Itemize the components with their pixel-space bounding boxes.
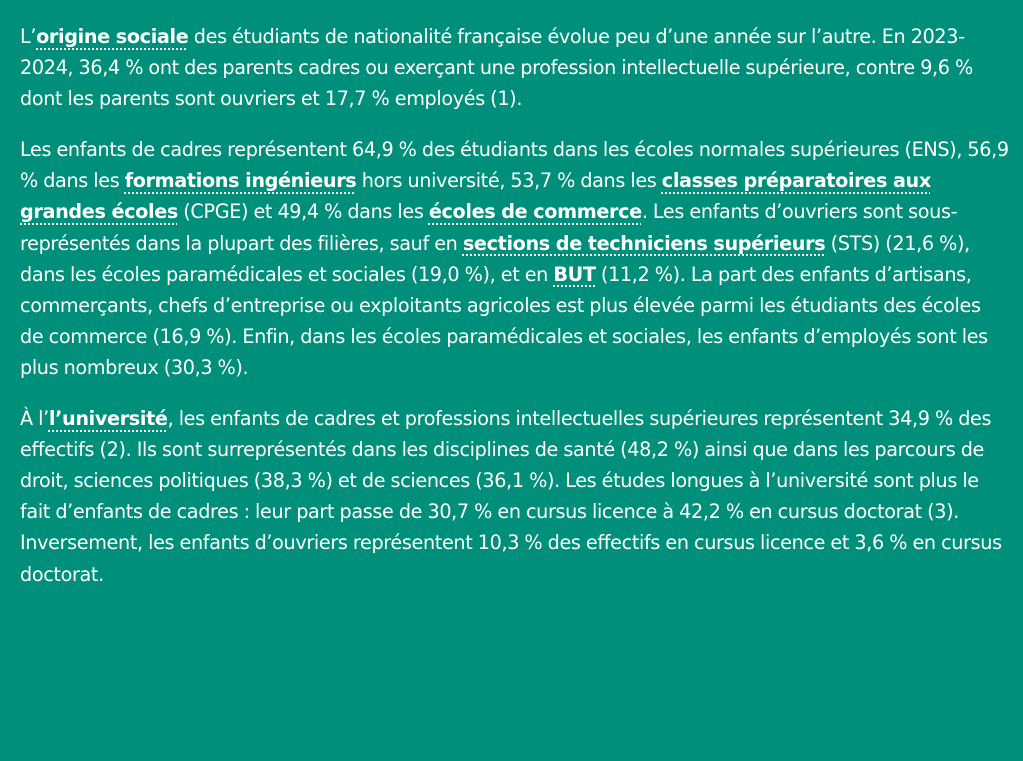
text-segment: (11,2 %). La part des enfants d’artisans, commerçants, chefs d’entreprise ou exploitants agricoles est plus élevée parmi les étudiants des écoles de commerce (16,9 %). Enfin, dans les écoles paramédicales et sociales, les enfants d’employés sont les plus nombreux (30,3 %). (20, 262, 988, 379)
glossary-link-cpge[interactable]: classes préparatoires aux grandes écoles (20, 169, 931, 224)
paragraph-enfants-cadres (20, 134, 1009, 383)
glossary-link-universite[interactable]: l’université (48, 407, 168, 431)
text-segment: Les enfants de cadres représentent 64,9 % des étudiants dans les écoles normales supérieures (ENS), 56,9 % dans les (20, 138, 1009, 193)
text-segment: L’ (20, 25, 37, 48)
paragraph-universite (20, 403, 1009, 590)
glossary-link-origine-sociale[interactable]: origine sociale (36, 25, 189, 48)
text-segment: (STS) (21,6 %), dans les écoles paramédicales et sociales (19,0 %), et en (20, 231, 970, 286)
text-segment: des étudiants de nationalité française évolue peu d’une année sur l’autre. En 2023-2024, 36,4 % ont des parents cadres ou exerçant une profession intellectuelle supérieure, contre 9,6 % dont les parents sont ouvriers et 17,7 % employés (1). (20, 25, 973, 111)
text-segment: (CPGE) et 49,4 % dans les (177, 200, 429, 224)
text-segment: À l’ (20, 407, 49, 431)
glossary-link-formations-ingenieurs[interactable]: formations ingénieurs (124, 169, 357, 193)
glossary-link-sts[interactable]: sections de techniciens supérieurs (462, 231, 826, 255)
text-segment: , les enfants de cadres et professions intellectuelles supérieures représentent 34,9 % des effectifs (2). Ils sont surreprésentés dans les disciplines de santé (48,2 %) ainsi que dans les parcours de droit, sciences politiques (38,3 %) et de sciences (36,1 %). Les études longues à l’université sont plus le fait d’enfants de cadres : leur part passe de 30,7 % en cursus licence à 42,2 % en cursus doctorat (3). Inversement, les enfants d’ouvriers représentent 10,3 % des effectifs en cursus licence et 3,6 % en cursus doctorat. (20, 407, 1002, 586)
glossary-link-ecoles-de-commerce[interactable]: écoles de commerce (428, 200, 642, 224)
text-segment: . Les enfants d’ouvriers sont sous-représentés dans la plupart des filières, sauf en (20, 200, 958, 255)
text-segment: hors université, 53,7 % dans les (356, 169, 662, 193)
paragraph-origine-sociale (20, 21, 1009, 114)
glossary-link-but[interactable]: BUT (553, 262, 596, 286)
